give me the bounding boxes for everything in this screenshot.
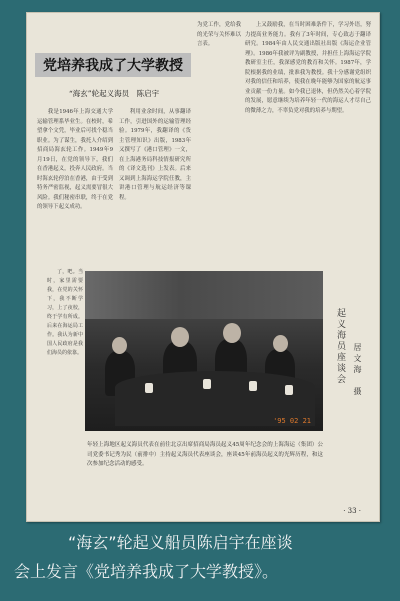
photo-cup (203, 379, 211, 389)
photo-wall (85, 271, 323, 319)
photo-head (223, 323, 241, 343)
photo-head (112, 337, 127, 354)
photo-head (171, 327, 189, 347)
text-column-left (37, 108, 113, 262)
photo-datestamp: '95 02 21 (273, 417, 311, 425)
meeting-photo (85, 271, 323, 431)
side-title: 起义海员座谈会 (335, 308, 345, 385)
photo-cup (249, 381, 257, 391)
paragraph: 上又鼓励我，在当时困难条件下，学习外语，努力提高业务能力。我有了3年时间，专心致志于翻译研究。1984年由人民交通出版社出版《海运企业管理》。1986年我被评为副教授，并担任上海海运学院教研室主任，我深感党的教育和关怀。1987年，学院根据我的业绩，批准我为教授。我十分感谢党组织对我的信任和培养，使我在晚年能够为国家的航运事业贡献一份力量。如今我已退休，但仍然关心着学院的发展，愿意继续为培养年轻一代的海运人才尽自己的微薄之力，不辜负党对我的培养与期望。 (245, 22, 371, 114)
page-number: · 33 · (343, 507, 361, 515)
article-byline: “海玄”轮起义海员 陈启宇 (68, 89, 160, 98)
photo-caption: 年轻上海地区起义海员代表在前往北京出席招商局海员起义45周年纪念会的上海海运（集团）公司党委书记秀为民（前排中）主持起义海员代表座谈会，座谈45年前海员起义的光辉历程，和这次参加纪念活动的感受。 (87, 442, 323, 467)
paragraph: 我是1946年上海交通大学运输管理系毕业生。在校时，希望拿个文凭，毕业后可找个稳当职业。为了谋生，我托人介绍到招商局海玄轮工作。1949年9月19日，在党的领导下，我们在香港起义，投奔人民政府。当时海玄轮停泊在香港，由于受到特务严密监视，起义需要冒很大风险。我们秘密串联，终于在党的领导下起义成功。 (37, 109, 113, 210)
paragraph: 了，吧。当时，家里需要我，在党的关怀下，我不断学习，上了夜校，终于学有所成。后来在海运局工作。我认为新中国人民政府是我们海员的依靠。 (47, 269, 83, 356)
article-title: 党培养我成了大学教授 (35, 53, 191, 77)
paragraph: 利用业余时间，从事翻译工作，引进国外的运输管理经验。1979年，我翻译的《货主管理知识》出版，1983年又撰写了《港口管理》一文，在上海港务局科技情报研究所的《译文选刊》上发表。后来又调到上海海运学院任教，主讲港口管理与航运经济等课程。 (119, 109, 191, 201)
text-column-middle (119, 108, 191, 262)
caption-line-2: 会上发言《党培养我成了大学教授》。 (14, 562, 279, 581)
top-center-text: 为党工作，党给我的光荣与关怀难以言表。 (197, 22, 241, 47)
scanned-page (26, 12, 380, 522)
photo-head (273, 335, 288, 352)
text-column-right (245, 21, 371, 296)
photo-credit: 居文海 摄 (353, 343, 362, 398)
image-caption (14, 528, 386, 586)
text-column-narrow (47, 268, 83, 418)
photo-cup (145, 383, 153, 393)
photo-cup (285, 385, 293, 395)
caption-line-1: “海玄”轮起义船员陈启宇在座谈 (68, 533, 293, 552)
